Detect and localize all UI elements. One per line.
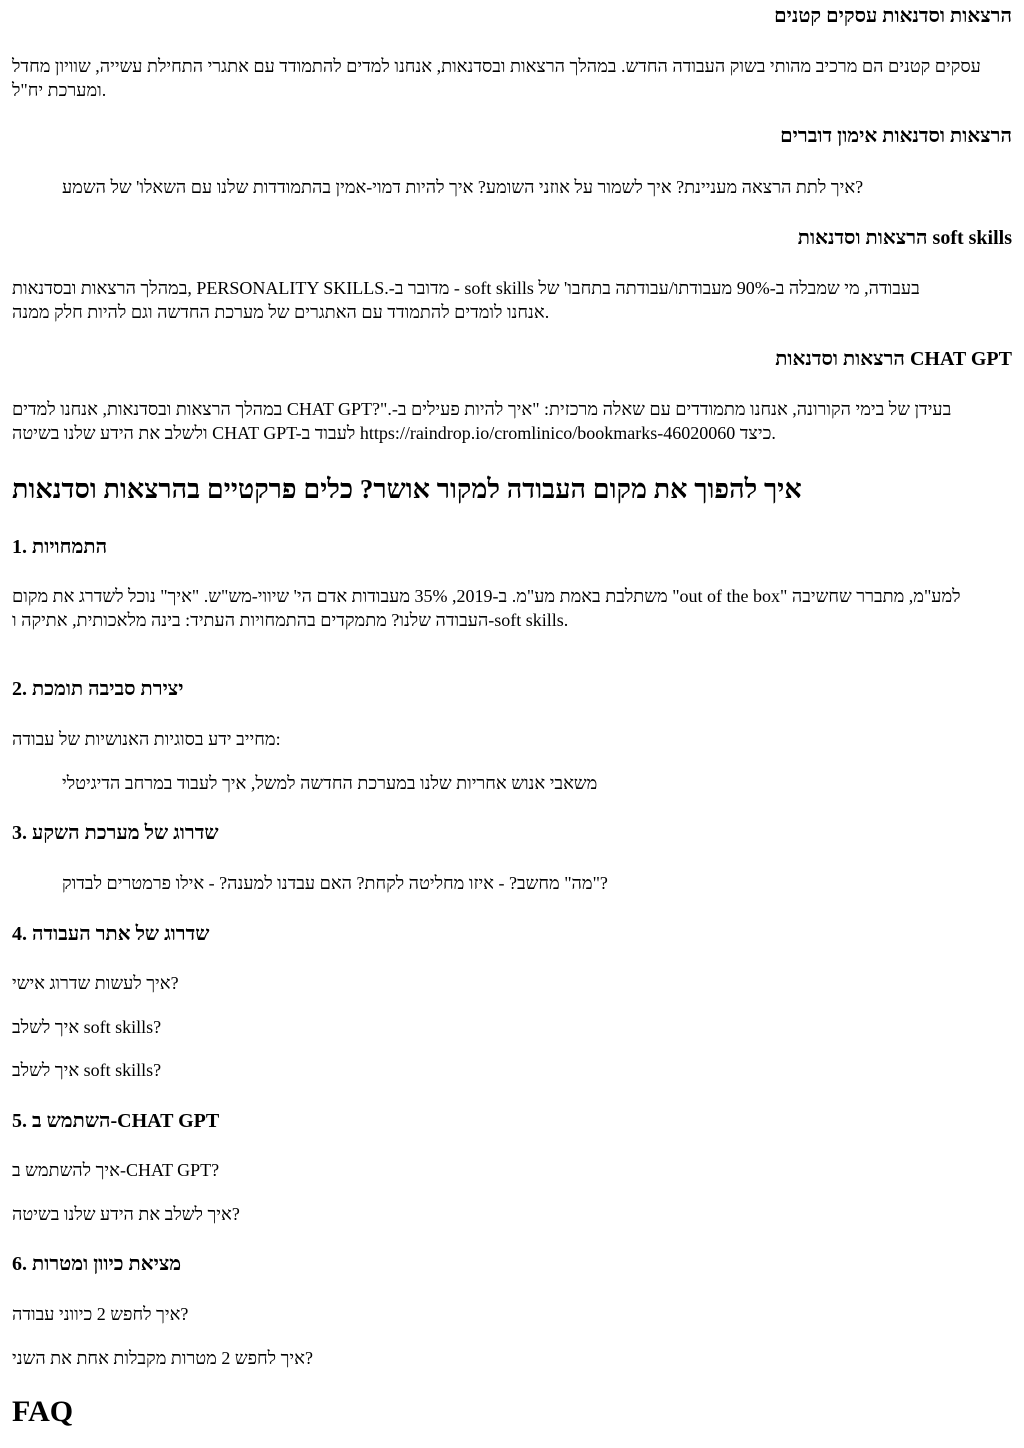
section-heading-chat-gpt: CHAT GPT הרצאות וסדנאות: [775, 348, 1012, 370]
item-indented-supportive-environment: משאבי אנוש אחריות שלנו במערכת החדשה למשל, איך לעבוד במרחב הדיגיטלי: [62, 773, 598, 793]
section-heading-speaker-training: הרצאות וסדנאות אימון דוברים: [780, 125, 1012, 147]
section-heading-small-business: הרצאות וסדנאות עסקים קטנים: [774, 5, 1012, 27]
section-paragraph-speaker-training: [12, 175, 1012, 199]
item-heading-supportive-environment: 2. יצירת סביבה תומכת: [12, 678, 184, 700]
item-heading-specializations: 1. התמחויות: [12, 536, 108, 558]
main-heading: איך להפוך את מקום העבודה למקור אושר? כלים פרקטיים בהרצאות וסדנאות: [12, 474, 802, 504]
item-question: איך לעשות שדרוג אישי?: [12, 973, 179, 993]
paragraph-line: ולשלב את הידע שלנו בשיטה CHAT GPT-לעבוד ב https://raindrop.io/cromlinico/bookmarks-46020060 כיצד.: [12, 423, 776, 443]
item-heading-workplace-upgrade: 4. שדרוג של אתר העבודה: [12, 923, 210, 945]
item-heading-system-upgrade: 3. שדרוג של מערכת השקע: [12, 822, 219, 844]
item-indented-system-upgrade: מה" מחשב? - איזו מחליטה לקחת? האם עבדנו למענה? - אילו פרמטרים לבדוק"?: [62, 873, 608, 893]
paragraph-line: אנחנו לומדים להתמודד עם האתגרים של מערכת החדשה וגם להיות חלק ממנה.: [12, 302, 550, 322]
section-paragraph-small-business: [12, 54, 1012, 102]
item-question: איך לחפש 2 מטרות מקבלות אחת את השני?: [12, 1348, 313, 1368]
section-paragraph-chat-gpt: [12, 397, 1012, 445]
article: [12, 0, 1012, 1448]
item-question: איך לשלב soft skills?: [12, 1060, 162, 1080]
paragraph-line: במהלך הרצאות ובסדנאות, אנחנו למדים CHAT GPT?".-בעידן של בימי הקורונה, אנחנו מתמודדים עם שאלה מרכזית: "איך להיות פעילים ב: [12, 399, 952, 419]
item-heading-direction-goals: 6. מציאת כיוון ומטרות: [12, 1253, 182, 1275]
item-question: איך להשתמש ב-CHAT GPT?: [12, 1160, 220, 1180]
paragraph-line: העבודה שלנו? מתמקדים בהתמחויות העתיד: בינה מלאכותית, אתיקה ו-soft skills.: [12, 610, 569, 630]
item-question: איך לשלב את הידע שלנו בשיטה?: [12, 1204, 240, 1224]
item-heading-use-chat-gpt: 5. השתמש ב-CHAT GPT: [12, 1110, 220, 1132]
item-paragraph-specializations: [12, 584, 1012, 632]
paragraph-line: משתלבת באמת מע"מ. ב-2019, 35% מעבודות אדם הי' שיווי-מש"ש. "איך" נוכל לשדרג את מקום "out of the box" למע"מ, מתברר שחשיבה: [12, 586, 961, 606]
paragraph-line: במהלך הרצאות ובסדנאות, PERSONALITY SKILLS.-מדובר ב - soft skills בעבודה, מי שמבלה ב-90% מעבודתו/עבודתה בתחבו' של: [12, 278, 920, 298]
paragraph-line: עסקים קטנים הם מרכיב מהותי בשוק העבודה החדש. במהלך הרצאות ובסדנאות, אנחנו למדים להתמודד עם אתגרי התחילת עשייה, שוויון מחדל: [12, 56, 981, 76]
item-question: איך לשלב soft skills?: [12, 1017, 162, 1037]
item-intro-supportive-environment: מחייב ידע בסוגיות האנושיות של עבודה:: [12, 729, 281, 749]
faq-heading: FAQ: [12, 1395, 74, 1428]
paragraph-line: איך לתת הרצאה מעניינת? איך לשמור על אוזני השומע? איך להיות דמוי-אמין בהתמודדות שלנו עם השאלו' של השמע?: [62, 177, 864, 197]
paragraph-line: ומערכת יח"ל.: [12, 80, 107, 100]
section-paragraph-soft-skills: [12, 276, 1012, 324]
section-heading-soft-skills: soft skills הרצאות וסדנאות: [797, 227, 1012, 249]
item-question: איך לחפש 2 כיווני עבודה?: [12, 1304, 189, 1324]
